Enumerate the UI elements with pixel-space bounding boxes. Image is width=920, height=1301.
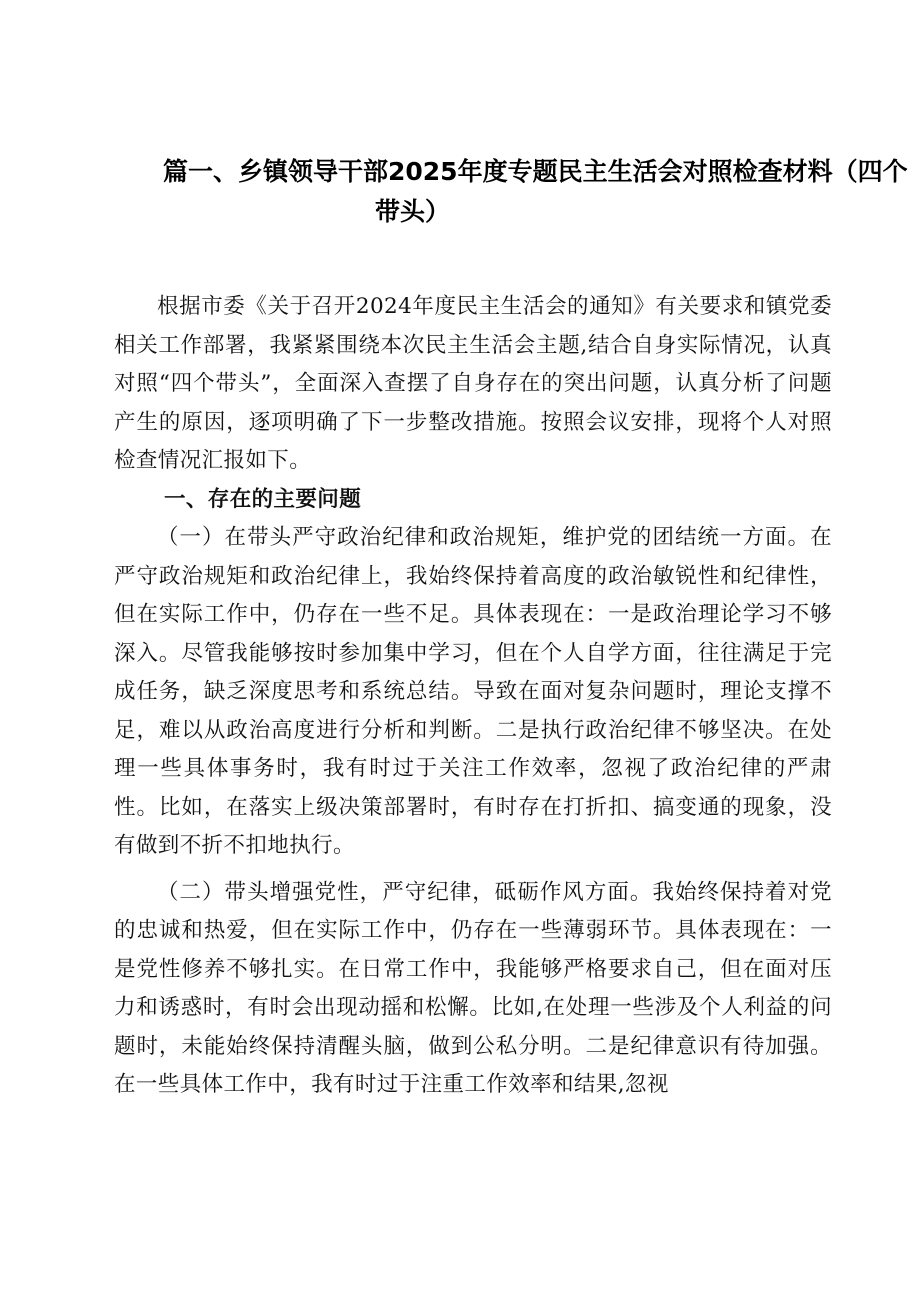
body-paragraph-1: （一）在带头严守政治纪律和政治规矩，维护党的团结统一方面。在严守政治规矩和政治纪律上，我始终保持着高度的政治敏锐性和纪律性，但在实际工作中，仍存在一些不足。具体表现在：一是政治理论学习不够深入。尽管我能够按时参加集中学习，但在个人自学方面，往往满足于完成任务，缺乏深度思考和系统总结。导致在面对复杂问题时，理论支撑不足，难以从政治高度进行分析和判断。二是执行政治纪律不够坚决。在处理一些具体事务时，我有时过于关注工作效率，忽视了政治纪律的严肃性。比如，在落实上级决策部署时，有时存在打折扣、搞变通的现象，没有做到不折不扣地执行。 — [114, 525, 832, 858]
document-body — [114, 288, 832, 1105]
title-line-1: 篇一、乡镇领导干部2025年度专题民主生活会对照检查材料（四个 — [163, 157, 908, 186]
document-title — [163, 152, 908, 232]
intro-paragraph: 根据市委《关于召开2024年度民主生活会的通知》有关要求和镇党委相关工作部署，我紧紧围绕本次民主生活会主题,结合自身实际情况，认真对照“四个带头”，全面深入查摆了自身存在的突出问题，认真分析了问题产生的原因，逐项明确了下一步整改措施。按照会议安排，现将个人对照检查情况汇报如下。 — [114, 294, 832, 473]
title-line-2: 带头） — [375, 197, 451, 226]
body-paragraph-2: （二）带头增强党性，严守纪律，砥砺作风方面。我始终保持着对党的忠诚和热爱，但在实际工作中，仍存在一些薄弱环节。具体表现在：一是党性修养不够扎实。在日常工作中，我能够严格要求自己，但在面对压力和诱惑时，有时会出现动摇和松懈。比如,在处理一些涉及个人利益的问题时，未能始终保持清醒头脑，做到公私分明。二是纪律意识有待加强。在一些具体工作中，我有时过于注重工作效率和结果,忽视 — [114, 879, 832, 1097]
section-heading: 一、存在的主要问题 — [164, 486, 362, 512]
